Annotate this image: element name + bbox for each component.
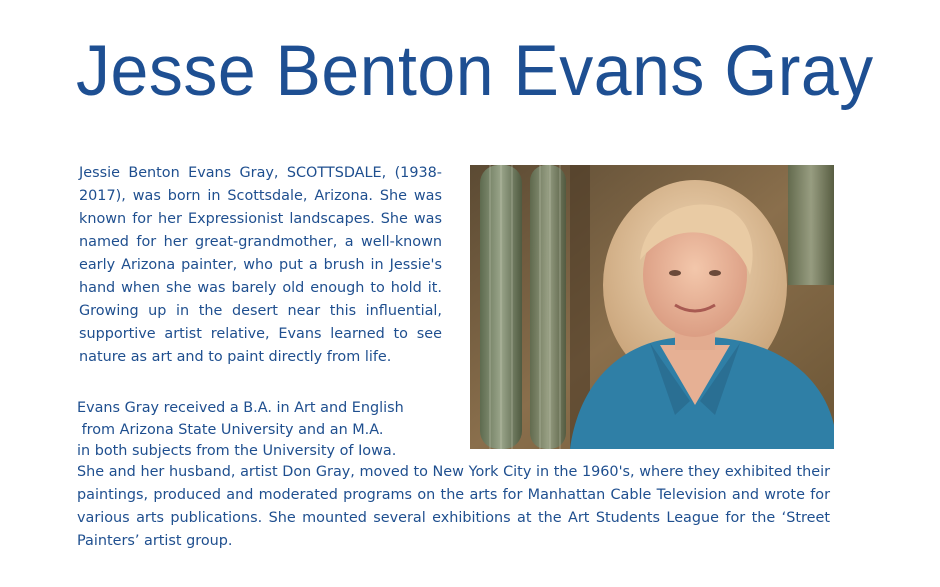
portrait-photo-icon xyxy=(470,165,834,449)
bio-paragraph-2-start xyxy=(77,398,437,463)
page-title: Jesse Benton Evans Gray xyxy=(76,31,874,111)
bio-line: in both subjects from the University of Iowa. xyxy=(77,443,397,459)
bio-line: from Arizona State University and an M.A. xyxy=(77,421,384,438)
artist-portrait-photo xyxy=(470,165,834,449)
bio-paragraph-1: Jessie Benton Evans Gray, SCOTTSDALE, (1938-2017), was born in Scottsdale, Arizona. She was known for her Expressionist landscapes. She was named for her great-grandmother, a well-known early Arizona painter, who put a brush in Jessie's hand when she was barely old enough to hold it. Growing up in the desert near this influential, supportive artist relative, Evans learned to see nature as art and to paint directly from life. xyxy=(79,165,442,365)
bio-line: Evans Gray received a B.A. in Art and English xyxy=(77,400,404,416)
bio-paragraph-2-continued: She and her husband, artist Don Gray, moved to New York City in the 1960's, where they exhibited their paintings, produced and moderated programs on the arts for Manhattan Cable Television and wrote for various arts publications. She mounted several exhibitions at the Art Students League for the ‘Street Painters’ artist group. xyxy=(77,464,830,549)
